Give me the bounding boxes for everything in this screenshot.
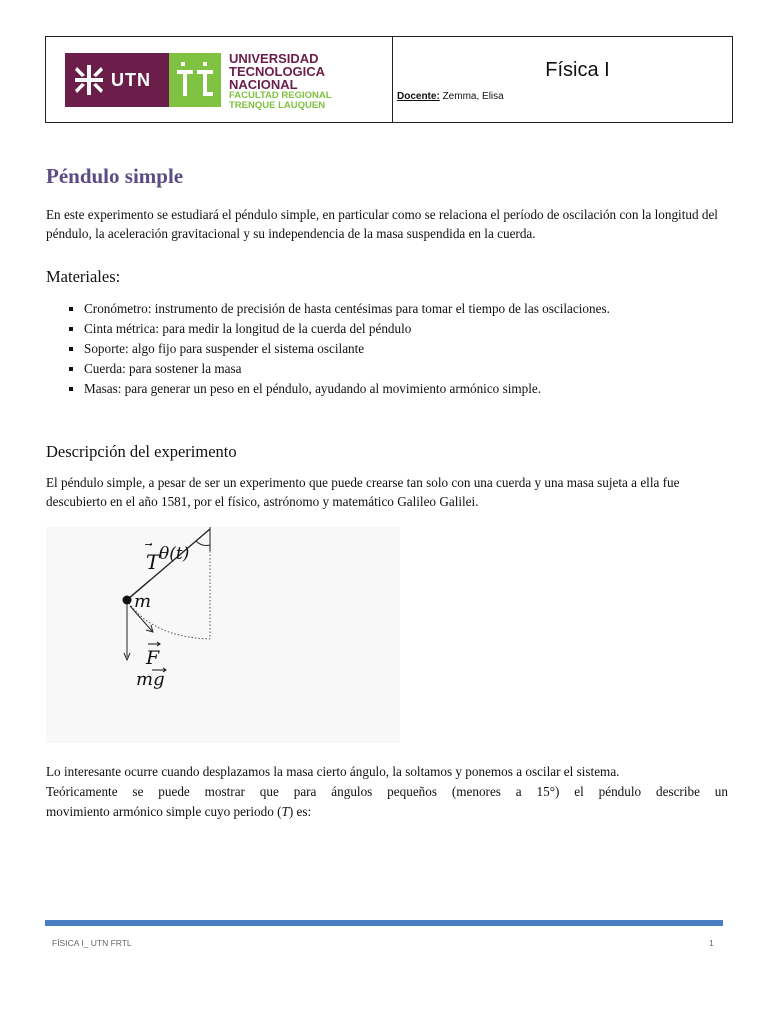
docente-name: Zemma, Elisa	[439, 91, 504, 102]
course-title: Física I	[545, 59, 610, 81]
weight-label: mg	[136, 669, 165, 690]
description-heading: Descripción del experimento	[46, 442, 237, 461]
page-title: Péndulo simple	[46, 164, 184, 188]
theory-text: movimiento armónico simple cuyo periodo (	[46, 804, 282, 819]
header-logo-cell	[46, 37, 393, 122]
logo-subline: FACULTAD REGIONAL	[229, 90, 332, 101]
header-info-cell	[393, 37, 732, 122]
list-item: Soporte: algo fijo para suspender el sistema oscilante	[46, 339, 666, 359]
angle-label: θ(t)	[159, 544, 190, 564]
docente-line	[397, 91, 504, 102]
utn-logo-text: UTN	[111, 69, 151, 90]
pendulum-diagram	[46, 527, 400, 743]
footer-rule	[45, 920, 723, 926]
list-item: Cronómetro: instrumento de precisión de hasta centésimas para tomar el tiempo de las oscilaciones.	[46, 299, 666, 319]
paragraph-interesting: Lo interesante ocurre cuando desplazamos la masa cierto ángulo, la soltamos y ponemos a oscilar el sistema.	[46, 764, 620, 779]
list-item: Cinta métrica: para medir la longitud de la cuerda del péndulo	[46, 319, 666, 339]
university-name	[229, 52, 332, 111]
description-paragraph: El péndulo simple, a pesar de ser un experimento que puede crearse tan solo con una cuerda y una masa sujeta a ella fue descubierto en el año 1581, por el físico, astrónomo y matemático Galileo Galilei.	[46, 475, 680, 509]
mass-label: m	[134, 591, 152, 612]
period-variable: T	[281, 804, 289, 819]
logo-line: TECNOLOGICA	[229, 64, 326, 79]
utn-emblem-icon	[75, 65, 103, 95]
paragraph-theory-line2	[46, 802, 730, 821]
logo-subline: TRENQUE LAUQUEN	[229, 100, 326, 111]
paragraph-theory-line1: Teóricamente se puede mostrar que para ángulos pequeños (menores a 15°) el péndulo describe un	[46, 784, 728, 799]
theory-text-end: ) es:	[288, 804, 312, 819]
page-number: 1	[709, 938, 714, 948]
logo-line: UNIVERSIDAD	[229, 51, 319, 66]
materials-heading: Materiales:	[46, 267, 121, 286]
logo-line: NACIONAL	[229, 77, 298, 92]
tension-vector-arrow	[145, 542, 153, 547]
footer-label: FÍSICA I_ UTN FRTL	[52, 938, 132, 948]
angle-arc	[196, 541, 210, 546]
document-header	[45, 36, 733, 123]
intro-paragraph: En este experimento se estudiará el péndulo simple, en particular como se relaciona el período de oscilación con la longitud del péndulo, la aceleración gravitacional y su independencia de la masa suspendida en la cuerda.	[46, 207, 718, 241]
tension-label: T	[146, 550, 160, 574]
pendulum-svg	[46, 527, 400, 743]
list-item: Masas: para generar un peso en el péndulo, ayudando al movimiento armónico simple.	[46, 379, 666, 399]
force-label: F	[146, 647, 160, 669]
list-item: Cuerda: para sostener la masa	[46, 359, 666, 379]
tl-logo-icon	[169, 53, 221, 107]
docente-label: Docente:	[397, 91, 440, 102]
materials-list	[46, 299, 666, 399]
